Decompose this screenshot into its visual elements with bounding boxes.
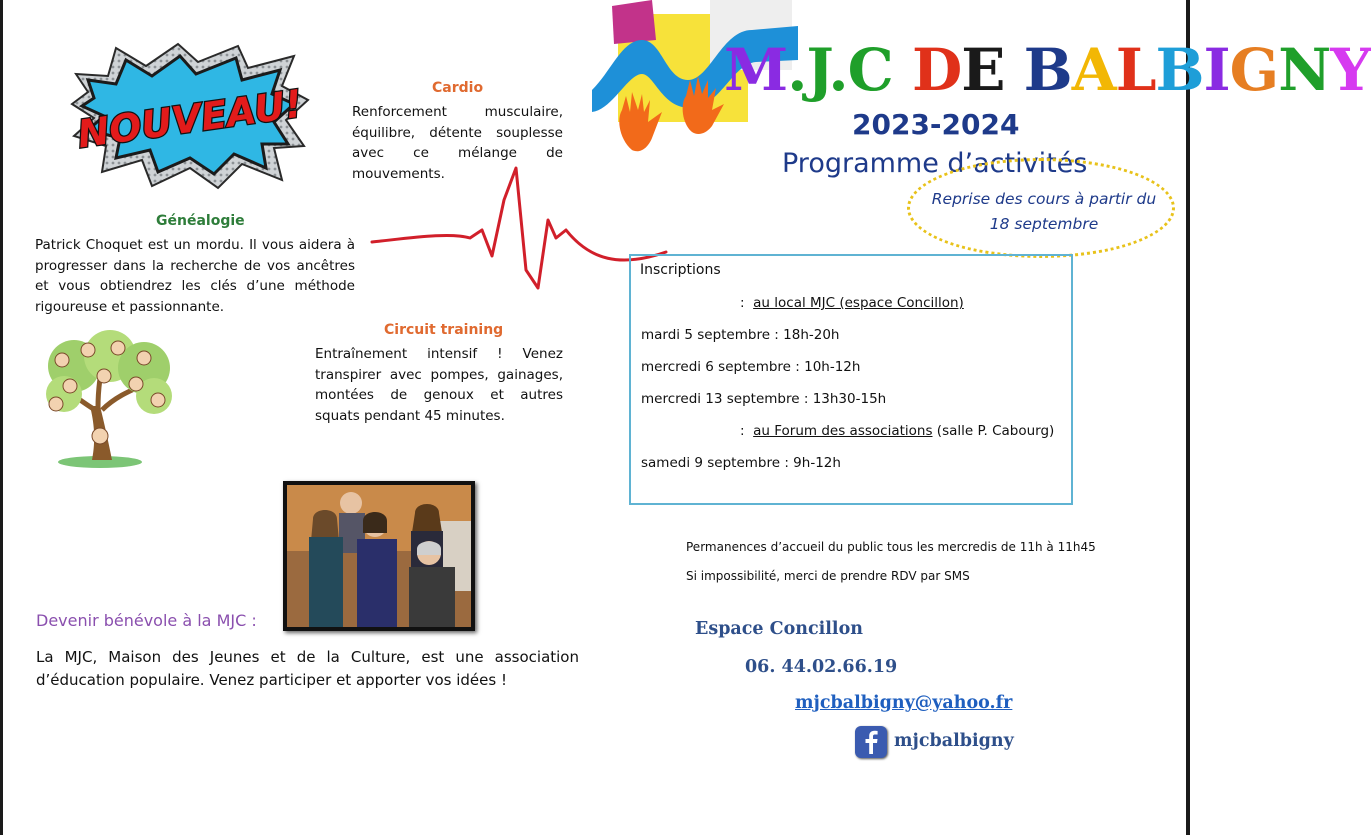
mjc-title-letter: . — [787, 36, 807, 104]
genealogie-title: Généalogie — [156, 213, 245, 229]
contact-phone[interactable]: 06. 44.02.66.19 — [745, 657, 898, 677]
mjc-title-letter: N — [1278, 36, 1331, 104]
mjc-title-letter: G — [1229, 36, 1279, 104]
facebook-handle[interactable]: mjcbalbigny — [894, 731, 1014, 751]
contact-place: Espace Concillon — [695, 619, 863, 639]
mjc-title-letter: M — [724, 36, 788, 104]
reprise-text: Reprise des cours à partir du 18 septembre — [931, 190, 1157, 233]
local-mjc-label: au local MJC (espace Concillon) — [753, 295, 964, 311]
local-date-3: mercredi 13 septembre : 13h30-15h — [641, 391, 887, 407]
circuit-training-title: Circuit training — [384, 322, 504, 338]
mjc-title-letter: A — [1071, 36, 1116, 104]
programme-title: Programme d’activités — [782, 148, 1088, 179]
mjc-title-letter: B — [1155, 36, 1204, 104]
forum-place: (salle P. Cabourg) — [936, 423, 1055, 439]
cardio-description: Renforcement musculaire, équilibre, détente souplesse avec ce mélange de mouvements. — [352, 104, 563, 182]
mjc-title — [724, 36, 1371, 104]
contact-email-link[interactable]: mjcbalbigny@yahoo.fr — [795, 693, 1013, 713]
heartbeat-line — [370, 160, 670, 300]
page-left-edge — [0, 0, 3, 835]
nouveau-badge — [68, 40, 312, 192]
mjc-title-letter — [1004, 36, 1023, 104]
mjc-title-letter: J — [806, 36, 829, 104]
forum-heading: : au Forum des associations (salle P. Cabourg) — [740, 423, 1055, 439]
local-date-2: mercredi 6 septembre : 10h-12h — [641, 359, 861, 375]
permanences-line-1: Permanences d’accueil du public tous les mercredis de 11h à 11h45 — [686, 540, 1096, 554]
mjc-title-letter: I — [1203, 36, 1230, 104]
mjc-title-letter: B — [1023, 36, 1072, 104]
mjc-title-letter — [893, 36, 912, 104]
mjc-title-letter: E — [961, 36, 1005, 104]
local-mjc-heading: : au local MJC (espace Concillon) — [740, 295, 964, 311]
circuit-training-description: Entraînement intensif ! Venez transpirer avec pompes, gainages, montées de genoux et autres squats pendant 45 minutes. — [315, 346, 563, 424]
volunteers-photo — [283, 481, 475, 631]
inscriptions-title: Inscriptions — [640, 262, 721, 278]
family-tree-illustration — [40, 330, 180, 472]
benevole-description: La MJC, Maison des Jeunes et de la Culture, est une association d’éducation populaire. Venez participer et apporter vos idées ! — [36, 648, 579, 689]
genealogie-description: Patrick Choquet est un mordu. Il vous aidera à progresser dans la recherche de vos ancêtres et vous obtiendrez les clés d’une méthode rigoureuse et passionnante. — [35, 237, 355, 315]
permanences-line-2: Si impossibilité, merci de prendre RDV par SMS — [686, 569, 970, 583]
mjc-title-letter: Y — [1330, 36, 1371, 104]
badge-text: NOUVEAU! — [74, 81, 305, 157]
mjc-title-letter: . — [828, 36, 848, 104]
forum-date-1: samedi 9 septembre : 9h-12h — [641, 455, 841, 471]
mjc-title-letter: D — [911, 36, 962, 104]
local-date-1: mardi 5 septembre : 18h-20h — [641, 327, 840, 343]
mjc-title-letter: C — [847, 36, 893, 104]
mjc-title-letter: L — [1115, 36, 1156, 104]
season-years: 2023-2024 — [852, 108, 1020, 141]
cardio-title: Cardio — [432, 80, 484, 96]
forum-label: au Forum des associations — [753, 423, 933, 439]
benevole-title: Devenir bénévole à la MJC : — [36, 611, 257, 630]
page-right-edge — [1186, 0, 1190, 835]
facebook-icon[interactable] — [855, 726, 887, 758]
